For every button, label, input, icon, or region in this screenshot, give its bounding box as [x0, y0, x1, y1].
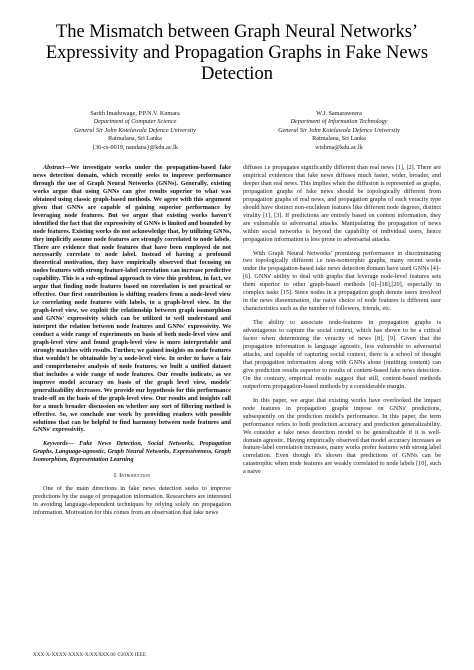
author-location: Ratmalana, Sri Lanka: [312, 135, 366, 143]
body-paragraph: diffuses i.e propagates significantly different than real news [1], [2]. There are empirical evidences that fake news diffuses much faster, wider, broader, and deeper than real news. This implies when the diffusion is represented as graphs, propagation graphs of fake news should be topologically different from propagation graphs of real news, and propagation graphs of each veracity type should have distinct non-euclidean features like different node degrees, distinct virality [1], [3]. If predictions are entirely based on content information, they are vulnerable to adversarial attacks. Manipulating the propagation of news within social networks is beyond the capability of individual users, hence propagation information is less prone to adversarial attacks.: [243, 164, 441, 243]
left-column: [33, 164, 231, 523]
copyright-footer: XXX-X-XXXX-XXXX-X/XX/$XX.00 ©20XX IEEE: [33, 652, 147, 658]
author-email: {36-cs-0019, nandana}@kdu.ac.lk: [92, 143, 178, 151]
author-block-1: [40, 110, 230, 152]
right-column: [243, 164, 441, 482]
author-names: Sarith Imaduwage, P.P.N.V. Kumara: [90, 110, 180, 117]
keywords-lead: Keywords: [43, 440, 68, 448]
author-department: Department of Computer Science: [93, 118, 177, 126]
keywords: [33, 440, 231, 464]
keywords-text: — Fake News Detection, Social Networks, Propagation Graphs, Language-agnostic, Graph Neural Networks, Expressiveness, Graph Isomorphism, Representation Learning: [33, 440, 231, 464]
author-university: General Sir John Kotelawala Defence University: [278, 126, 400, 134]
author-names: W.J. Samaraweera: [316, 110, 362, 117]
author-location: Ratmalana, Sri Lanka: [108, 135, 162, 143]
author-email: wishma@kdu.ac.lk: [315, 143, 363, 151]
intro-paragraph: One of the main directions in fake news detection seeks to improve predictions by the usage of propagation information. Researchers are interested in avoiding language-dependent techniques by relying solely on propagation information. Motivation for this comes from an observation that fake news: [33, 485, 231, 517]
abstract-lead: Abstract: [43, 164, 65, 171]
body-paragraph: In this paper, we argue that existing works have overlooked the impact node features in propagation graphs impose on GNNs' predictions, subsequently on the prediction model's performance. In this paper, the term performance refers to both prediction accuracy and prediction generalizability. We consider a fake news detection model to be generalizable if it is well-domain agnostic. Having empirically observed that model accuracy increases as feature-label correlation increases, many works prefer features with strong label correlation. Even though it's shown that predictions of GNNs can be catastrophic when node features are weakly correlated to node labels [10], such a naive: [243, 396, 441, 476]
author-university: General Sir John Kotelawala Defence University: [74, 126, 196, 134]
body-paragraph: The ability to associate node-features in propagation graphs is advantageous to capture the social context, which has shown to be a critical factor when determining the veracity of news [8], [9]. Given that the propagation information is language agnostic, less vulnerable to adversarial attacks, and capable of capturing social context, there is a school of thought that propagation information along with GNNs alone (omitting content) can give prediction results superior to results of content-based fake news detection. On the contrary, empirical results suggest that still, content-based methods outperform propagation-based methods by a considerable margin.: [243, 319, 441, 390]
abstract-text: —We investigate works under the propagation-based fake news detection domain, which recently seeks to improve performance through the use of Graph Neural Networks (GNNs). Generally, existing works argue that using GNNs can give results superior to what was obtained using classic graph-based methods. We agree with this argument given that GNNs are capable of gaining superior performance by leveraging node features. But we argue that existing works haven't identified the fact that the expressivity of GNNs is limited and bounded by node features. Existing works do not acknowledge that, by utilizing GNNs, they implicitly assume node features are strongly correlated to node labels. There are evidence that node features that have been employed do not necessarily correlate to node label. Instead of having a profound theoretical motivation, they have empirically observed that focusing on nodes features with strong feature-label correlation can increase predictive capability. This is a sub-optimal approach to view this problem, in fact, we argue that finding node features based on correlation is not practical or effective. Our first contribution is shifting readers from a node-level view i.e correlating node features with labels, to a graph-level view. In the graph-level view, we exploit the relationship between graph isomorphism and GNNs' expressivity which can be utilized to well understand and interpret the relation between node features and GNNs' expressivity. We conduct a wide range of experiments on basis of both node-level view and graph-level view and found graph-level view is more interpretable and strongly matches with results. Further, we gained insights on node features that wouldn't be obtainable by a node-level view. In order to have a fair and comprehensive analysis of node features, we built a unified dataset that includes a wide range of node features. Our results indicate, as we improve model accuracy on basis of the graph level view, models' generalizability decreases. We provide our hypothesis for this performance trade-off on the basis of the graph-level view. Our results and insights call for a much broader discussion on whether any sort of filtering method is effective. So, we conclude our work by providing readers with possible solutions that can be helpful to find harmony between node features and GNNs' expressivity.: [33, 164, 231, 434]
section-heading-introduction: I. Introduction: [113, 472, 151, 480]
author-block-2: [244, 110, 434, 152]
body-paragraph: With Graph Neural Networks' promising performance in discriminating two topologically different i.e non-isomorphic graphs, many recent works under the propagation-based fake news detection domain have used GNNs [4]–[6]. GNNs' ability to deal with graphs that leverage node-level features sets them superior to other graph-based methods [6]–[18],[20], especially in complex tasks [15]. Since nodes in a propagation graph denote users involved in the news dissemination, the naive choice of node features is different user characteristics such as the number of followers, friends, etc.: [243, 249, 441, 313]
abstract: [33, 164, 231, 434]
paper-title: The Mismatch between Graph Neural Networks’ Expressivity and Propagation Graphs in Fake News Detection: [45, 22, 429, 84]
author-department: Department of Information Technology: [290, 118, 388, 126]
